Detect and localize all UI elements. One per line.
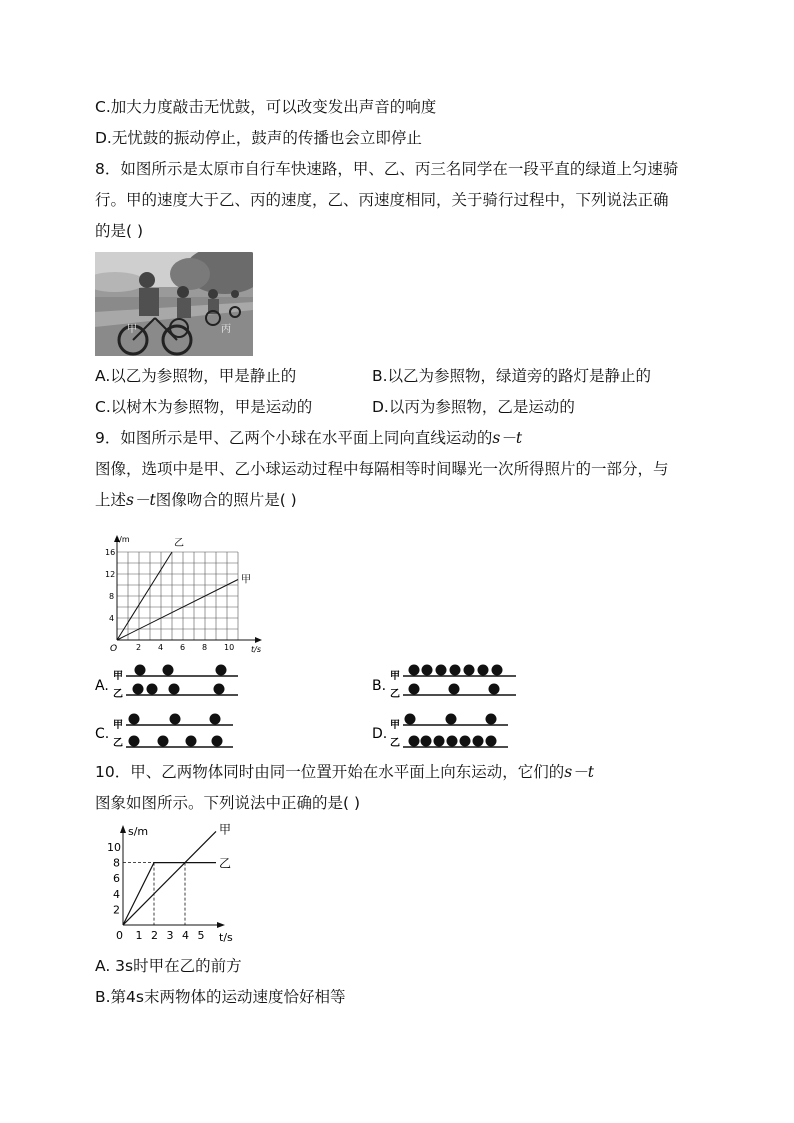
q10-text-line1 [95, 762, 594, 782]
strip-label-yi: 乙 [113, 738, 123, 749]
y-tick-label: 12 [105, 570, 116, 579]
q10-st-chart [95, 822, 255, 947]
x-tick-label: 8 [202, 643, 208, 652]
ball [409, 684, 420, 695]
ball [434, 736, 445, 747]
y-tick-label: 8 [113, 856, 120, 870]
y-axis-label: s/m [115, 535, 130, 544]
strip-label-jia: 甲 [113, 671, 123, 682]
x-axis-arrow [217, 922, 225, 928]
option-d-text: D.无忧鼓的振动停止，鼓声的传播也会立即停止 [95, 129, 422, 147]
ball [129, 714, 140, 725]
strip-label-yi: 乙 [390, 738, 400, 749]
series-label: 甲 [219, 822, 232, 837]
option-c-text: C.加大力度敲击无忧鼓，可以改变发出声音的响度 [95, 98, 437, 116]
option-letter-b: B. [372, 678, 387, 694]
ball [216, 665, 227, 676]
q10-text: 10．甲、乙两物体同时由同一位置开始在水平面上向东运动，它们的 [95, 763, 565, 781]
series-label: 甲 [241, 574, 251, 586]
y-tick-label: 4 [109, 614, 115, 623]
q10-option-a[interactable]: A. 3s时甲在乙的前方 [95, 957, 242, 975]
ball [170, 714, 181, 725]
y-tick-label: 10 [107, 841, 121, 854]
ball [186, 736, 197, 747]
ball [422, 665, 433, 676]
ball [436, 665, 447, 676]
ball [447, 736, 458, 747]
strip-label-jia: 甲 [113, 720, 123, 731]
x-tick-label: 6 [180, 643, 186, 652]
photo-label-jia: 甲 [127, 324, 137, 335]
y-axis-label: s/m [128, 825, 149, 838]
x-tick-label: 2 [136, 643, 142, 652]
strip-label-yi: 乙 [113, 689, 123, 700]
q10-option-b[interactable]: B.第4s末两物体的运动速度恰好相等 [95, 988, 346, 1006]
st-symbol: s－t [126, 491, 156, 509]
ball [214, 684, 225, 695]
q9-option-d[interactable] [372, 714, 508, 750]
q8-option-a[interactable]: A.以乙为参照物，甲是静止的 [95, 367, 297, 385]
series-label: 乙 [219, 856, 232, 871]
q8-text-line2: 行。甲的速度大于乙、丙的速度，乙、丙速度相同，关于骑行过程中，下列说法正确 [95, 191, 669, 209]
q9-option-a[interactable] [95, 665, 238, 701]
ball [135, 665, 146, 676]
ball [147, 684, 158, 695]
st-symbol: s－t [492, 429, 523, 447]
option-letter-c: C. [95, 726, 110, 742]
ball [212, 736, 223, 747]
x-tick-label: 4 [158, 643, 164, 652]
ball [158, 736, 169, 747]
q8-option-c[interactable]: C.以树木为参照物，甲是运动的 [95, 398, 313, 416]
y-axis-arrow [120, 825, 126, 833]
q9-text: 9．如图所示是甲、乙两个小球在水平面上同向直线运动的 [95, 429, 493, 447]
x-tick-label: 3 [166, 929, 174, 942]
photo-label-bing: 丙 [221, 324, 231, 335]
y-tick-label: 2 [113, 903, 120, 917]
ball [489, 684, 500, 695]
q9-option-b[interactable] [372, 665, 516, 701]
x-tick-label: 4 [182, 929, 189, 942]
q9-option-strips [0, 655, 794, 755]
strip-label-jia: 甲 [390, 720, 400, 731]
x-axis-label: t/s [251, 645, 261, 654]
q8-option-d[interactable]: D.以丙为参照物，乙是运动的 [372, 398, 575, 416]
x-tick-label: 10 [224, 643, 235, 652]
ball [464, 665, 475, 676]
ball [169, 684, 180, 695]
series-line-jia [117, 580, 238, 641]
ball [460, 736, 471, 747]
x-tick-label: 2 [151, 929, 158, 942]
option-letter-a: A. [95, 678, 109, 694]
y-tick-label: 6 [113, 872, 120, 886]
ball [129, 736, 140, 747]
ball [492, 665, 503, 676]
q9-st-chart [95, 530, 275, 655]
ball [486, 736, 497, 747]
ball [486, 714, 497, 725]
ball [478, 665, 489, 676]
q8-text-line1: 8．如图所示是太原市自行车快速路，甲、乙、丙三名同学在一段平直的绿道上匀速骑 [95, 160, 679, 178]
q9-text-pre: 上述 [95, 491, 127, 509]
origin-label: 0 [116, 929, 123, 942]
q9-text-post: 图像吻合的照片是( ) [155, 491, 297, 509]
ball [133, 684, 144, 695]
y-tick-label: 16 [105, 548, 116, 557]
cyclists-photo [95, 252, 253, 356]
q9-text-line2: 图像，选项中是甲、乙小球运动过程中每隔相等时间曝光一次所得照片的一部分，与 [95, 460, 669, 478]
ball [446, 714, 457, 725]
strip-label-jia: 甲 [390, 671, 400, 682]
q9-option-c[interactable] [95, 714, 233, 750]
x-axis-label: t/s [219, 931, 233, 944]
q8-text-line3: 的是( ) [95, 222, 144, 240]
ball [450, 665, 461, 676]
ball [409, 736, 420, 747]
series-line-yi [123, 863, 216, 925]
x-tick-label: 5 [197, 929, 205, 942]
q9-text-line1 [95, 428, 522, 448]
q9-text-line3 [95, 490, 297, 510]
ball [473, 736, 484, 747]
st-symbol: s－t [564, 763, 594, 781]
y-tick-label: 4 [113, 887, 120, 901]
ball [449, 684, 460, 695]
x-tick-label: 1 [135, 929, 143, 942]
q10-text-line2: 图象如图所示。下列说法中正确的是( ) [95, 794, 361, 812]
origin-label: O [110, 644, 118, 654]
strip-label-yi: 乙 [390, 689, 400, 700]
x-axis-arrow [255, 637, 262, 643]
option-letter-d: D. [372, 726, 388, 742]
ball [405, 714, 416, 725]
series-line-jia [123, 831, 216, 925]
q8-option-b[interactable]: B.以乙为参照物，绿道旁的路灯是静止的 [372, 367, 652, 385]
ball [210, 714, 221, 725]
ball [163, 665, 174, 676]
ball [421, 736, 432, 747]
series-label: 乙 [174, 538, 184, 549]
y-tick-label: 8 [109, 592, 115, 601]
ball [409, 665, 420, 676]
